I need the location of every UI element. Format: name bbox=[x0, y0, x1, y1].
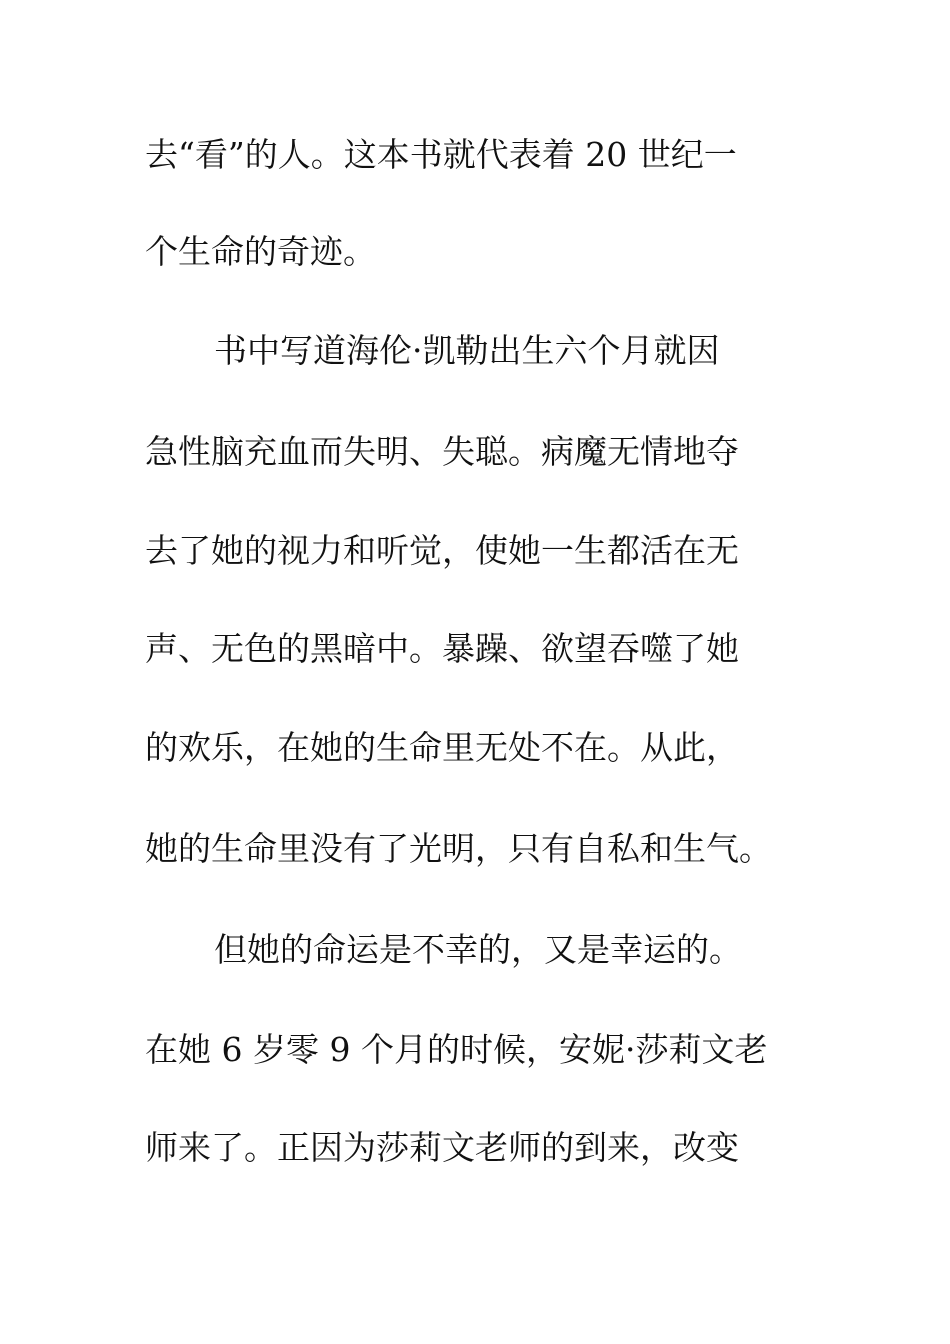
text-line: 她的生命里没有了光明，只有自私和生气。 bbox=[145, 829, 772, 868]
text-line: 去“看”的人。这本书就代表着 20 世纪一 bbox=[145, 135, 737, 174]
text-line: 师来了。正因为莎莉文老师的到来，改变 bbox=[145, 1128, 739, 1167]
text-line: 的欢乐，在她的生命里无处不在。从此， bbox=[145, 728, 739, 767]
text-line: 在她 6 岁零 9 个月的时候，安妮·莎莉文老 bbox=[145, 1030, 768, 1069]
text-line: 急性脑充血而失明、失聪。病魔无情地夺 bbox=[145, 432, 739, 471]
paragraph-first-line: 但她的命运是不幸的，又是幸运的。 bbox=[214, 930, 742, 969]
text-line: 声、无色的黑暗中。暴躁、欲望吞噬了她 bbox=[145, 629, 739, 668]
text-line: 去了她的视力和听觉，使她一生都活在无 bbox=[145, 531, 739, 570]
paragraph-first-line: 书中写道海伦·凯勒出生六个月就因 bbox=[214, 331, 720, 370]
text-line: 个生命的奇迹。 bbox=[145, 232, 376, 271]
